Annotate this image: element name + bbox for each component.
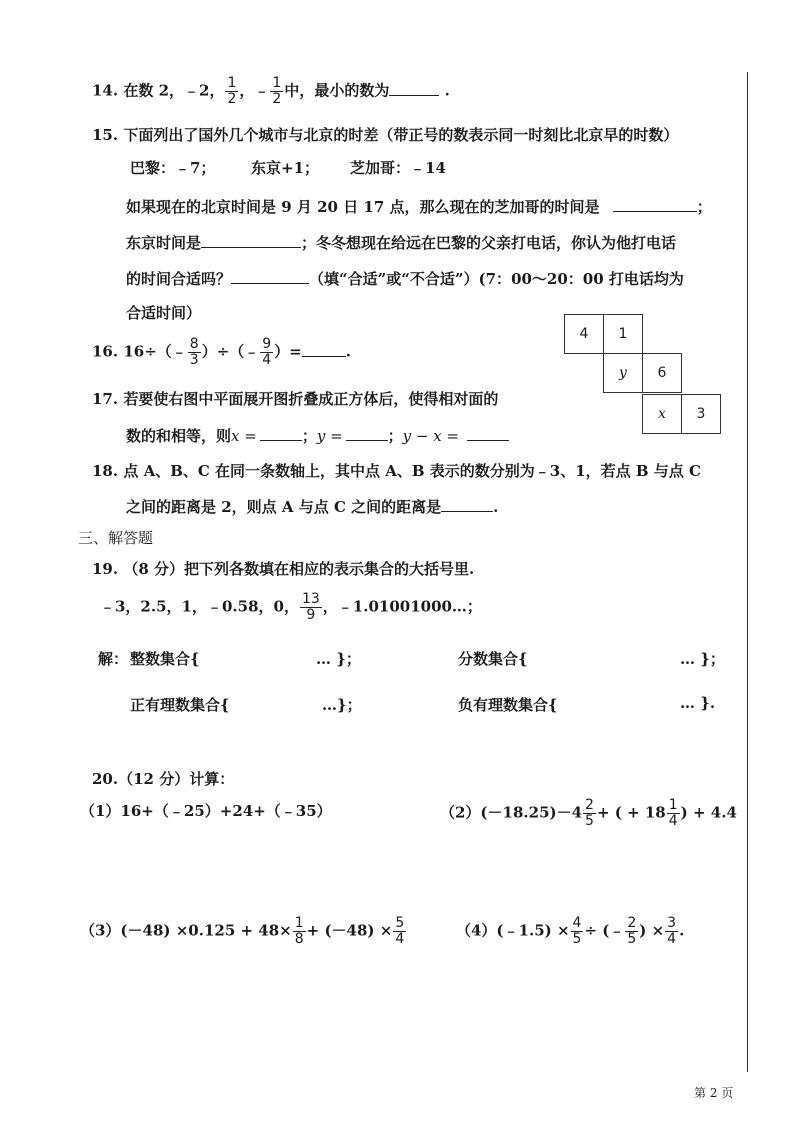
q19-negative-set-end: … }.: [680, 694, 716, 712]
q17-yx-label: y − x =: [402, 427, 460, 445]
question-14: [92, 76, 450, 107]
q17-text: 若要使右图中平面展开图折叠成正方体后，使得相对面的: [123, 390, 499, 408]
q20-p2-fraction-2: [667, 798, 680, 829]
q17-x-label: x =: [231, 427, 257, 445]
frac-num: 1: [294, 915, 304, 931]
q19-fraction-set-end: … }；: [680, 650, 725, 668]
q20-p2-fraction-1: [583, 798, 596, 829]
q19-integer-set-end: … }；: [316, 650, 361, 668]
frac-den: 5: [585, 813, 594, 829]
q17-yx-blank[interactable]: [467, 426, 509, 441]
section-heading: 三、解答题: [78, 529, 154, 547]
q19-fraction: [300, 592, 322, 623]
q15-number: 15.: [92, 126, 119, 144]
q20-part-4: [456, 916, 684, 947]
q19-fraction-set: 分数集合{: [458, 650, 528, 668]
margin-rule: [747, 72, 748, 1072]
q16-text-post: ）=: [274, 342, 302, 361]
q17-y-label: y =: [316, 427, 343, 445]
cube-face: 4: [564, 314, 604, 354]
q18-text: 点 A、B、C 在同一条数轴上，其中点 A、B 表示的数分别为﹣3、1，若点 B 与点 C: [123, 462, 701, 480]
q20-part-2: [440, 798, 737, 829]
cube-face: 1: [603, 314, 643, 354]
q14-fraction-neg-half: [270, 76, 283, 107]
q17-x-blank[interactable]: [260, 426, 302, 441]
q19-numbers-post: ，﹣1.01001000…；: [322, 597, 482, 616]
question-17-line1: [92, 388, 498, 409]
q17-sep: ；: [387, 427, 403, 445]
q20-p3-fraction-1: [293, 916, 306, 947]
cube-face: y: [603, 353, 643, 393]
q16-fraction-2: [260, 337, 273, 368]
q14-text-mid: ，﹣: [239, 81, 270, 100]
q15-line4: [126, 232, 676, 253]
q20-p3-a: （3）(－48) ×0.125 + 48×: [80, 921, 292, 940]
page-number: 第 2 页: [694, 1086, 734, 1100]
q20-p2-a: （2）(－18.25)－4: [440, 803, 583, 822]
question-20-title: 20.（12 分）计算：: [92, 770, 235, 788]
q14-number: 14.: [92, 81, 119, 100]
q16-text-mid: ）÷（﹣: [201, 342, 260, 361]
q20-p4-end: .: [679, 921, 685, 940]
q16-answer-blank[interactable]: [302, 342, 346, 357]
q15-paris-question: ；冬冬想现在给远在巴黎的父亲打电话，你认为他打电话: [301, 234, 677, 252]
q15-chicago-blank[interactable]: [613, 197, 697, 212]
q16-number: 16.: [92, 342, 119, 361]
q19-integer-set: 整数集合{: [130, 650, 200, 668]
frac-num: 3: [667, 915, 677, 931]
q20-p4-fraction-1: [571, 916, 584, 947]
q15-line5: [126, 268, 684, 289]
q20-part-3: [80, 916, 407, 947]
q14-text-pre: 在数 2，﹣2，: [123, 81, 225, 100]
q18-number: 18.: [92, 462, 119, 480]
q15-chicago-question: 如果现在的北京时间是 9 月 20 日 17 点，那么现在的芝加哥的时间是: [126, 198, 600, 216]
q19-number: 19.: [92, 560, 119, 578]
q15-line3-end: ；: [696, 198, 712, 216]
q15-suitable-hint: （填“合适”或“不合适”）(7：00～20：00 打电话均为: [309, 270, 684, 288]
frac-den: 2: [227, 91, 237, 107]
q19-number-list: [100, 592, 482, 623]
q15-intro: 下面列出了国外几个城市与北京的时差（带正号的数表示同一时刻比北京早的时数）: [123, 126, 679, 144]
question-18-line2: [126, 496, 498, 517]
q20-p4-fraction-3: [665, 916, 678, 947]
frac-den: 4: [668, 813, 678, 829]
frac-den: 8: [294, 931, 304, 947]
q20-p4-a: （4）(﹣1.5) ×: [456, 921, 570, 940]
q16-fraction-1: [188, 337, 201, 368]
frac-num: 2: [627, 915, 637, 931]
q17-sep: ；: [301, 427, 317, 445]
q14-answer-blank[interactable]: [389, 81, 439, 96]
question-17-line2: [126, 425, 509, 446]
frac-num: 4: [572, 915, 582, 931]
q19-text: （8 分）把下列各数填在相应的表示集合的大括号里.: [123, 560, 475, 578]
q20-part-1: （1）16+（﹣25）+24+（﹣35）: [80, 802, 332, 820]
q20-p4-fraction-2: [625, 916, 638, 947]
cube-face: 6: [642, 353, 682, 393]
question-15-line1: [92, 124, 678, 145]
frac-den: 4: [262, 352, 272, 368]
q19-positive-set: 正有理数集合{: [130, 696, 230, 714]
frac-num: 13: [301, 591, 320, 607]
q16-end: .: [345, 342, 352, 361]
frac-den: 5: [572, 931, 582, 947]
q20-p2-c: ) + 4.4: [680, 803, 737, 822]
q16-text-pre: 16÷（﹣: [123, 342, 187, 361]
q15-suitable-blank[interactable]: [231, 269, 309, 284]
frac-den: 3: [189, 352, 199, 368]
frac-num: 5: [395, 915, 405, 931]
q15-tokyo: 东京+1；: [251, 159, 320, 177]
q18-answer-blank[interactable]: [441, 497, 493, 512]
q15-tokyo-question: 东京时间是: [126, 234, 202, 252]
cube-face: 3: [681, 394, 721, 434]
frac-den: 4: [395, 931, 405, 947]
q15-chicago: 芝加哥：﹣14: [350, 159, 446, 177]
q15-line6: 合适时间）: [126, 304, 202, 322]
q14-text-post: 中，最小的数为: [284, 81, 390, 100]
q20-p3-fraction-2: [393, 916, 406, 947]
q19-positive-set-end: …}；: [322, 696, 362, 714]
frac-num: 2: [585, 797, 594, 813]
q15-line3: [126, 196, 712, 217]
frac-num: 1: [227, 75, 237, 91]
question-16: [92, 337, 351, 368]
q14-fraction-half: [225, 76, 238, 107]
q18-end: .: [493, 498, 499, 516]
q15-suitable-question: 的时间合适吗？: [126, 270, 232, 288]
q19-numbers-pre: ﹣3，2.5，1，﹣0.58，0，: [100, 597, 299, 616]
frac-den: 9: [306, 607, 316, 623]
q15-paris: 巴黎：﹣7；: [130, 159, 216, 177]
frac-den: 4: [667, 931, 677, 947]
frac-num: 8: [189, 336, 199, 352]
frac-num: 9: [262, 336, 272, 352]
frac-num: 1: [668, 797, 678, 813]
q19-solution-label: 解：: [98, 650, 129, 668]
q19-negative-set: 负有理数集合{: [458, 696, 558, 714]
frac-den: 2: [272, 91, 282, 107]
q17-y-blank[interactable]: [346, 426, 388, 441]
q18-text-2: 之间的距离是 2，则点 A 与点 C 之间的距离是: [126, 498, 442, 516]
q14-end: .: [444, 81, 450, 100]
question-19-title: [92, 558, 474, 579]
q15-tokyo-blank[interactable]: [201, 233, 301, 248]
q17-text-2: 数的和相等，则: [126, 427, 232, 445]
frac-num: 1: [272, 75, 282, 91]
q17-number: 17.: [92, 390, 119, 408]
cube-face: x: [642, 394, 682, 434]
question-18-line1: [92, 460, 701, 481]
q20-p3-b: + (－48) ×: [306, 921, 393, 940]
frac-den: 5: [627, 931, 637, 947]
q20-p4-c: ) ×: [639, 921, 665, 940]
q20-p4-b: ÷ (﹣: [584, 921, 625, 940]
q20-p2-b: + ( + 18: [596, 803, 666, 822]
